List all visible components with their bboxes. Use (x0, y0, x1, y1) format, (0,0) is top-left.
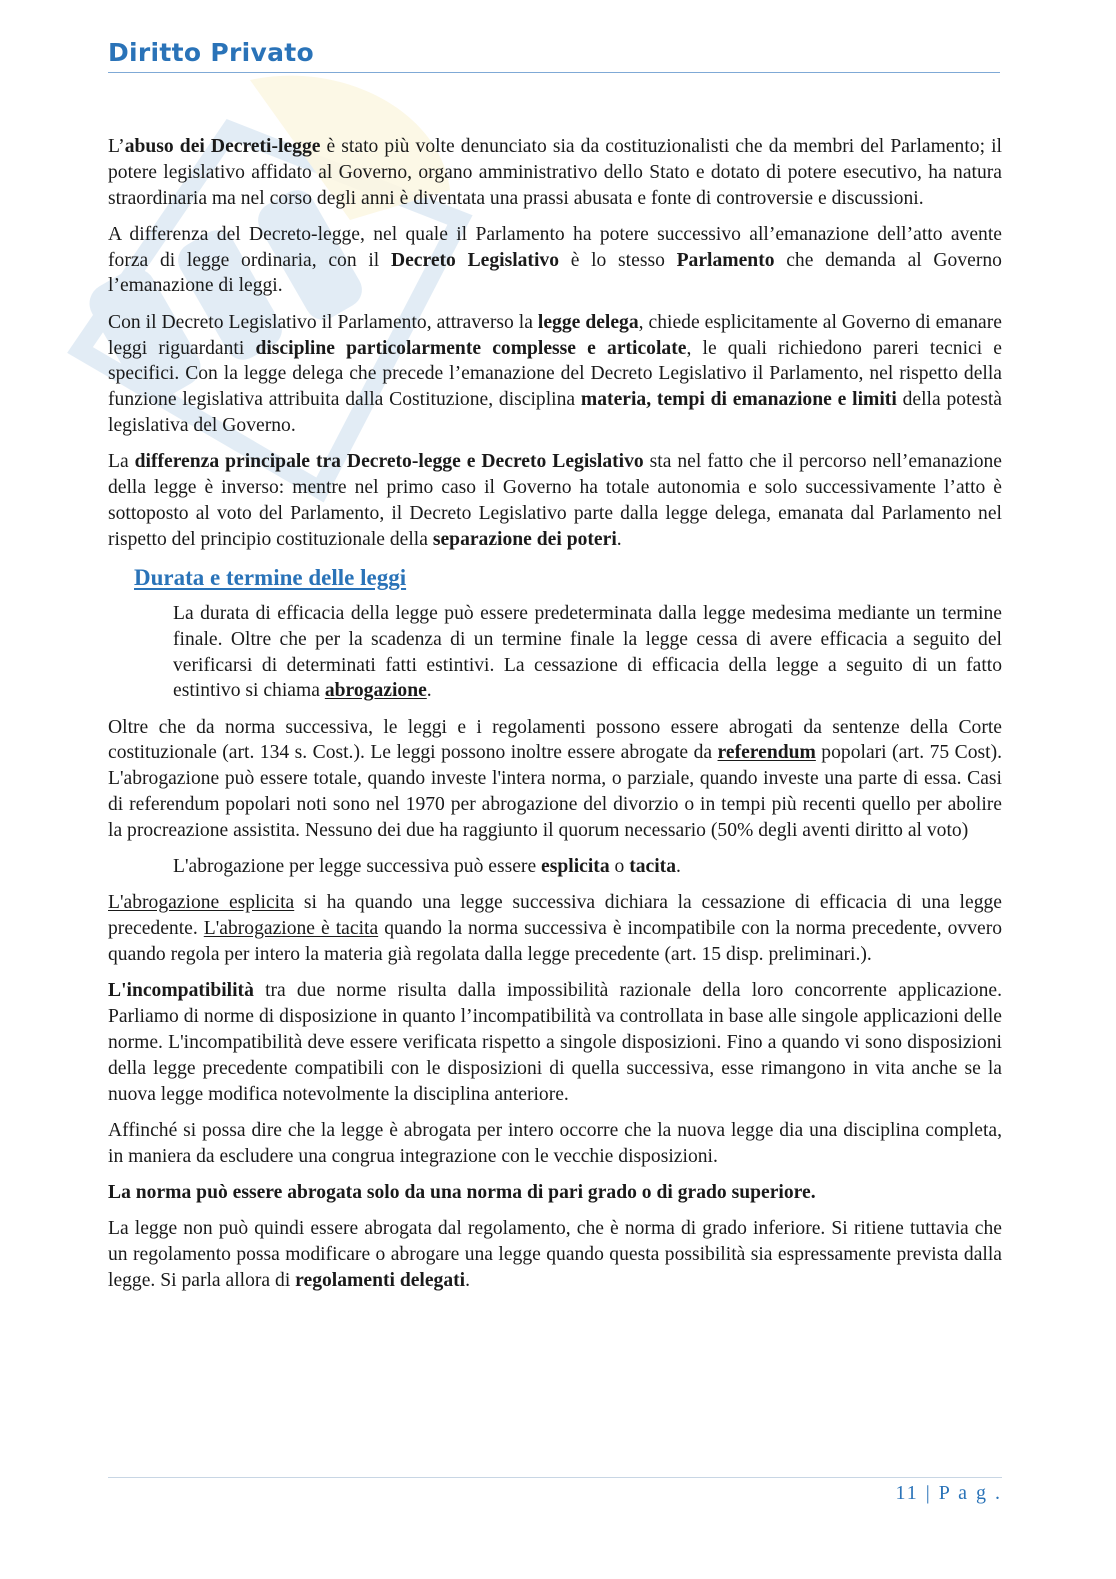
paragraph-incompatibilita: L'incompatibilità tra due norme risulta dalla impossibilità razionale della loro concorrente applicazione. Parliamo di norme di disposizione in quanto l’incompatibilità va controllata in base alle singole applicazioni delle norme. L'incompatibilità deve essere verificata rispetto a singole disposizioni. Fino a quando vi sono disposizioni della legge precedente compatibili con le disposizioni di quella successiva, esse rimangono in vita anche se la nuova legge modifica notevolmente la disciplina anteriore. (108, 980, 1002, 1105)
section-heading: Durata e termine delle leggi (134, 564, 407, 590)
document-body (108, 134, 1002, 1304)
paragraph-legge-delega: Con il Decreto Legislativo il Parlamento, attraverso la legge delega, chiede esplicitamente al Governo di emanare leggi riguardanti discipline particolarmente complesse e articolate, le quali richiedono pareri tecnici e specifici. Con la legge delega che precede l’emanazione del Decreto Legislativo il Parlamento, nel rispetto della funzione legislativa attribuita dalla Costituzione, disciplina materia, tempi di emanazione e limiti della potestà legislativa del Governo. (108, 311, 1003, 436)
paragraph-regolamenti: La legge non può quindi essere abrogata dal regolamento, che è norma di grado inferiore. Si ritiene tuttavia che un regolamento possa modificare o abrogare una legge quando questa possibilità sia espressamente prevista dalla legge. Si parla allora di regolamenti delegati. (108, 1218, 1002, 1291)
paragraph-esplicita-tacita: L'abrogazione esplicita si ha quando una legge successiva dichiara la cessazione di efficacia di una legge precedente. L'abrogazione è tacita quando la norma successiva è incompatibile con la norma precedente, ovvero quando regola per intero la materia già regolata dalla legge precedente (art. 15 disp. preliminari.). (108, 892, 1003, 966)
header-divider (108, 72, 1000, 73)
paragraph-decreto-legislativo: A differenza del Decreto-legge, nel quale il Parlamento ha potere successivo all’emanazione dell’atto avente forza di legge ordinaria, con il Decreto Legislativo è lo stesso Parlamento che demanda al Governo l’emanazione di leggi. (108, 223, 1002, 297)
paragraph-differenza: La differenza principale tra Decreto-legge e Decreto Legislativo sta nel fatto che il percorso nell’emanazione della legge è inverso: mentre nel primo caso il Governo ha totale autonomia e solo successivamente l’atto è sottoposto al voto del Parlamento, il Decreto Legislativo parte dalla legge delega, emanata dal Parlamento nel rispetto del principio costituzionale della separazione dei poteri. (108, 451, 1002, 550)
paragraph-decreti-legge: L’abuso dei Decreti-legge è stato più volte denunciato sia da costituzionalisti che da membri del Parlamento; il potere legislativo affidato al Governo, organo amministrativo dello Stato e dotato di potere esecutivo, ha natura straordinaria ma nel corso degli anni è diventata una prassi abusata e fonte di controversie e discussioni. (108, 136, 1002, 209)
paragraph-grado: La norma può essere abrogata solo da una norma di pari grado o di grado superiore. (108, 1181, 816, 1203)
paragraph-abrogazione-tipi: L'abrogazione per legge successiva può essere esplicita o tacita. (173, 856, 681, 878)
header-title: Diritto Privato (108, 38, 315, 67)
footer-divider (108, 1477, 1002, 1478)
paragraph-durata: La durata di efficacia della legge può essere predeterminata dalla legge medesima mediante un termine finale. Oltre che per la scadenza di un termine finale la legge cessa di avere efficacia a seguito del verificarsi di determinati fatti estintivi. La cessazione di efficacia della legge a seguito di un fatto estintivo si chiama abrogazione. (173, 602, 1002, 702)
paragraph-abrogazione-intero: Affinché si possa dire che la legge è abrogata per intero occorre che la nuova legge dia una disciplina completa, in maniera da escludere una congrua integrazione con le vecchie disposizioni. (108, 1119, 1002, 1167)
page-number: 11 | P a g . (895, 1482, 1002, 1504)
paragraph-referendum: Oltre che da norma successiva, le leggi e i regolamenti possono essere abrogati da sentenze della Corte costituzionale (art. 134 s. Cost.). Le leggi possono inoltre essere abrogate da referendum popolari (art. 75 Cost). L'abrogazione può essere totale, quando investe l'intera norma, o parziale, quando investe una parte di essa. Casi di referendum popolari noti sono nel 1970 per abrogazione del divorzio o in tempi più recenti quello per abolire la procreazione assistita. Nessuno dei due ha raggiunto il quorum necessario (50% degli aventi diritto al voto) (108, 716, 1003, 841)
